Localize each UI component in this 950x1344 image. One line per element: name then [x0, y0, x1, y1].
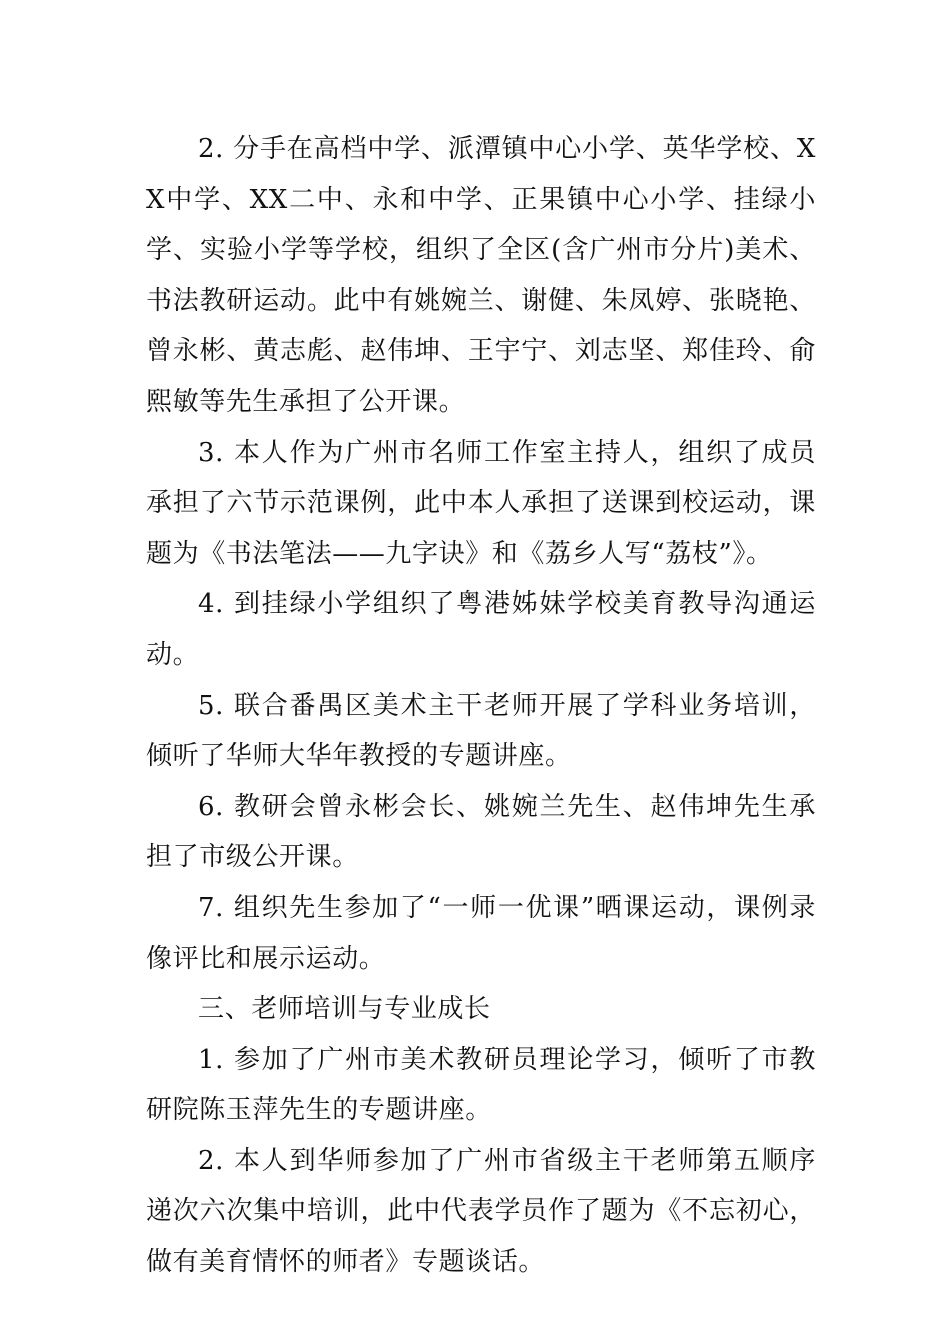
- section-heading-teacher-training: 三、老师培训与专业成长: [198, 994, 491, 1025]
- paragraph-item-5-training: 5. 联合番禺区美术主干老师开展了学科业务培训，倾听了华师大华年教授的专题讲座。: [146, 690, 816, 772]
- paragraph-item-4-exchange: 4. 到挂绿小学组织了粤港姊妹学校美育教导沟通运动。: [146, 589, 816, 670]
- paragraph-item-2-school-activities: 2. 分手在高档中学、派潭镇中心小学、英华学校、XX中学、XX二中、永和中学、正果镇中心小学、挂绿小学、实验小学等学校，组织了全区(含广州市分片)美术、书法教研运动。此中有姚婉兰、谢健、朱凤婷、张晓艳、曾永彬、黄志彪、赵伟坤、王宇宁、刘志坚、郑佳玲、俞熙敏等先生承担了公开课。: [146, 134, 816, 417]
- paragraph-item-6-public-class: 6. 教研会曾永彬会长、姚婉兰先生、赵伟坤先生承担了市级公开课。: [146, 791, 816, 873]
- paragraph-item-3-studio-host: 3. 本人作为广州市名师工作室主持人，组织了成员承担了六节示范课例，此中本人承担了送课到校运动，课题为《书法笔法——九字诀》和《荔乡人写“荔枝”》。: [146, 437, 816, 569]
- paragraph-item-1-theory-study: 1. 参加了广州市美术教研员理论学习，倾听了市教研院陈玉萍先生的专题讲座。: [146, 1044, 816, 1126]
- paragraph-item-2-backbone-training: 2. 本人到华师参加了广州市省级主干老师第五顺序递次六次集中培训，此中代表学员作了题为《不忘初心，做有美育情怀的师者》专题谈话。: [146, 1145, 816, 1278]
- paragraph-item-7-course-showcase: 7. 组织先生参加了“一师一优课”晒课运动，课例录像评比和展示运动。: [146, 892, 816, 974]
- document-body: [146, 124, 816, 1288]
